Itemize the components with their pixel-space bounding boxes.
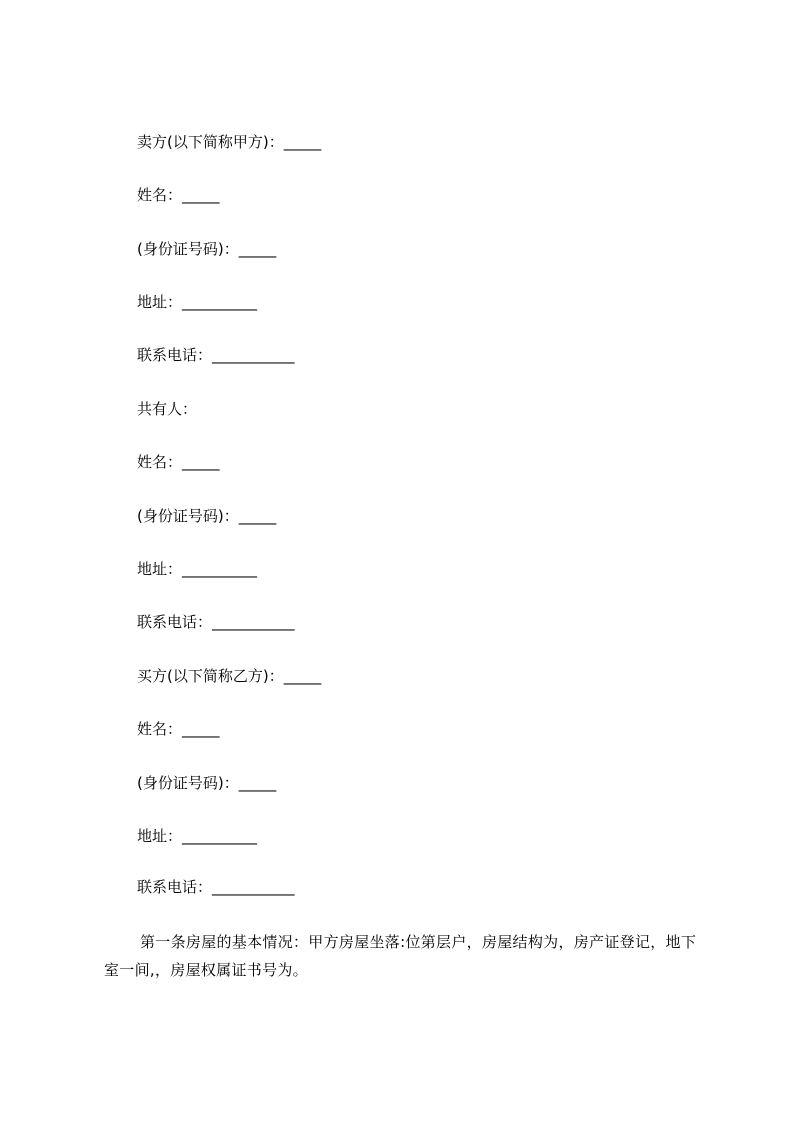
co-owner-phone-field: 联系电话：___________: [137, 613, 295, 631]
co-owner-name-field: 姓名：_____: [137, 453, 220, 471]
buyer-id-field: (身份证号码)：_____: [137, 774, 277, 792]
co-owner-label: 共有人：: [137, 400, 198, 418]
co-owner-id-field: (身份证号码)：_____: [137, 507, 277, 525]
buyer-name-field: 姓名：_____: [137, 720, 220, 738]
seller-id-field: (身份证号码)：_____: [137, 240, 277, 258]
co-owner-address-field: 地址：__________: [137, 560, 258, 578]
article-1-paragraph: [104, 928, 704, 984]
buyer-label: 买方(以下简称乙方)：_____: [137, 667, 322, 685]
seller-label: 卖方(以下简称甲方)：_____: [137, 133, 322, 151]
seller-address-field: 地址：__________: [137, 293, 258, 311]
buyer-phone-field: 联系电话：___________: [137, 878, 295, 896]
seller-phone-field: 联系电话：___________: [137, 346, 295, 364]
buyer-address-field: 地址：__________: [137, 827, 258, 845]
article-1-text: 第一条房屋的基本情况：甲方房屋坐落:位第层户，房屋结构为，房产证登记，地下室一间,，房屋权属证书号为。: [104, 933, 697, 979]
seller-name-field: 姓名：_____: [137, 186, 220, 204]
